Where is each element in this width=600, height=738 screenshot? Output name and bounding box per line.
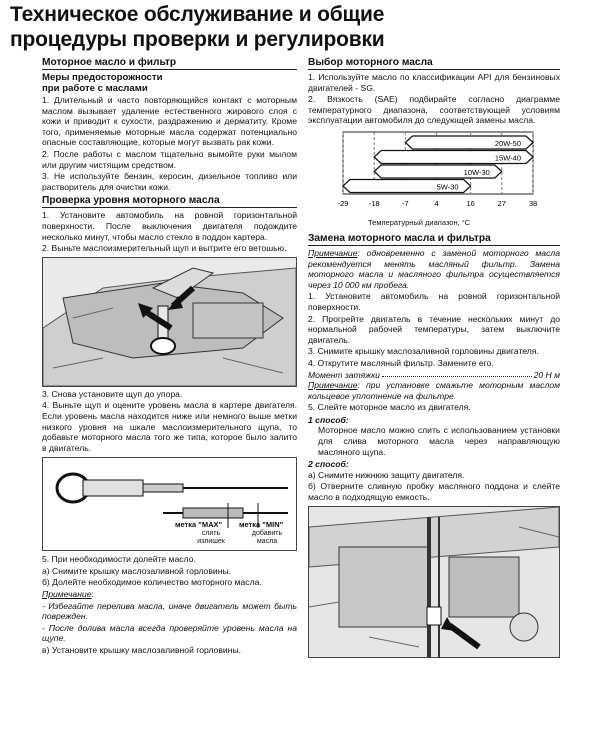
note-label: Примечание — [42, 589, 92, 600]
precautions-heading-1: Меры предосторожности — [42, 72, 163, 83]
viscosity-chart — [308, 130, 558, 230]
change-heading: Замена моторного масла и фильтра — [308, 233, 560, 246]
chart-tick-label: 16 — [466, 198, 475, 208]
viscosity-chart-svg — [308, 130, 558, 216]
page-title — [10, 2, 590, 52]
method-1-title: 1 способ: — [308, 414, 349, 425]
torque-label: Момент затяжки — [308, 369, 380, 380]
change-step-4: 4. Открутите масляный фильтр. Замените его. — [308, 357, 494, 368]
level-step-2: 2. Выньте маслоизмерительный щуп и вытрите его ветошью. — [42, 243, 287, 254]
oil-filter-heading: Моторное масло и фильтр — [42, 57, 297, 70]
change-step-1: 1. Установите автомобиль на ровной горизонтальной поверхности. — [308, 291, 560, 312]
chart-series-label: 15W-40 — [494, 153, 521, 163]
change-step-3: 3. Снимите крышку маслозаливной горловины двигателя. — [308, 346, 539, 357]
method-2-title: 2 способ: — [308, 459, 349, 470]
method-2-step-b: б) Отверните сливную пробку масляного поддона и слейте масло в подходящую емкость. — [308, 481, 560, 503]
drain-illustration-svg — [309, 507, 559, 657]
chart-tick-label: 38 — [528, 198, 538, 208]
chart-tick-label: -7 — [402, 198, 409, 208]
torque-value: 20 Н м — [533, 369, 560, 380]
max-mark-label: метка "MAX" — [175, 520, 223, 530]
title-line-1: Техническое обслуживание и общие — [10, 3, 385, 26]
dipstick-diagram — [42, 457, 297, 551]
torque-dots — [382, 370, 532, 378]
precautions-heading-2: при работе с маслами — [42, 83, 148, 94]
selection-step-1: 1. Используйте масло по классификации API для бензиновых двигателей - SG. — [308, 72, 560, 93]
level-step-5b: б) Долейте необходимое количество моторного масла. — [42, 577, 262, 588]
seal-note-label: Примечание — [308, 380, 358, 391]
change-step-5: 5. Слейте моторное масло из двигателя. — [308, 402, 471, 413]
chart-tick-label: 27 — [497, 198, 506, 208]
left-column: Моторное масло и фильтр Меры предосторожности при работе с маслами 1. Длительный и часто повторяющийся контакт с моторным маслом вызывает удаление естественного жирового слоя с кожи и приводит к сухости, раздражению и дерматиту. Кроме того, применяемые моторные масла содержат потенциально опасные составляющие, которые могут вызвать рак кожи. 2. После работы с маслом тщательно вымойте руки мылом или другим чистящим средством. 3. Не используйте бензин, керосин, дизельное топливо или растворитель для очистки кожи. Проверка уровня моторного масла 1. Установите автомобиль на ровной горизонтальной поверхности. После выключения двигателя подождите несколько минут, чтобы масло стекло в поддон картера. 2. Выньте маслоизмерительный щуп и вытрите его ветошью. 3. Снова установите щуп до упора. 4. Выньте щуп и оцените уровень масла в картере двигателя. Если уровень масла находится ниже или немного выше метки низкого уровня на шкале маслоизмерительного щупа, то добавьте моторного масла того же типа, которое было залито в двигатель. метка "MAX" метка "MIN" слить излишек добавить масла 5. При необходимости долейте масло. а) Снимите крышку маслозаливной горловины. б) Долейте необходимое количество моторного масла. Примечание: - Избегайте перелива масла, иначе двигатель может быть поврежден. - После долива масла всегда проверяйте уровень масла на щупе. в) Установите крышку маслозаливной горловины. — [42, 57, 297, 656]
chart-series-label: 5W-30 — [436, 182, 459, 192]
method-2-step-a: а) Снимите нижнюю защиту двигателя. — [308, 469, 465, 480]
chart-tick-label: -29 — [337, 198, 349, 208]
chart-tick-label: 4 — [434, 198, 439, 208]
note-1: - Избегайте перелива масла, иначе двигатель может быть поврежден. — [42, 600, 297, 622]
engine-dipstick-illustration — [42, 257, 297, 387]
method-1-text: Моторное масло можно слить с использованием установки для слива моторного масла через направляющую масляного щупа. — [318, 425, 560, 457]
seal-note-text: : при установке смажьте моторным маслом кольцевое уплотнение на фильтре. — [308, 380, 560, 401]
change-step-2: 2. Прогрейте двигатель в течение нескольких минут до нормальной рабочей температуры, затем выключите двигатель. — [308, 313, 560, 345]
oil-pan-drain-illustration — [308, 506, 560, 658]
change-note-text: : одновременно с заменой моторного масла рекомендуется менять масляный фильтр. Замена моторного масла и масляного фильтра осуществляется через 10 000 км пробега. — [308, 247, 560, 290]
add-oil-label: добавить масла — [251, 530, 283, 546]
selection-heading: Выбор моторного масла — [308, 57, 560, 70]
level-step-5c: в) Установите крышку маслозаливной горловины. — [42, 645, 242, 656]
chart-tick-label: -18 — [368, 198, 380, 208]
chart-xlabel: Температурный диапазон, °С — [368, 217, 471, 227]
note-2: - После долива масла всегда проверяйте уровень масла на щупе. — [42, 622, 297, 644]
precaution-1: 1. Длительный и часто повторяющийся контакт с моторным маслом вызывает удаление естественного жирового слоя с кожи и приводит к сухости, раздражению и дерматиту. Кроме того, применяемые моторные масла содержат потенциально опасные составляющие, которые могут вызвать рак кожи. — [42, 95, 297, 148]
level-step-1: 1. Установите автомобиль на ровной горизонтальной поверхности. После выключения двигателя подождите несколько минут, чтобы масло стекло в поддон картера. — [42, 210, 297, 242]
level-check-heading: Проверка уровня моторного масла — [42, 195, 297, 208]
level-step-3: 3. Снова установите щуп до упора. — [42, 388, 183, 399]
precaution-2: 2. После работы с маслом тщательно вымойте руки мылом или другим чистящим средством. — [42, 148, 297, 170]
selection-step-2: 2. Вязкость (SAE) подбирайте согласно диаграмме температурного диапазона, соответствующей условиям эксплуатации автомобиля до следующей замены масла. — [308, 94, 560, 126]
right-column — [308, 56, 560, 658]
level-step-5: 5. При необходимости долейте масло. — [42, 554, 196, 565]
chart-series-label: 10W-30 — [463, 167, 490, 177]
min-mark-label: метка "MIN" — [239, 520, 284, 530]
level-step-4: 4. Выньте щуп и оцените уровень масла в картере двигателя. Если уровень масла находится ниже или немного выше метки низкого уровня на шкале маслоизмерительного щупа, то добавьте моторного масла того же типа, которое было залито в двигатель. — [42, 400, 297, 453]
level-step-5a: а) Снимите крышку маслозаливной горловины. — [42, 565, 232, 576]
change-note-label: Примечание — [308, 247, 358, 258]
drain-excess-label: слить излишек — [197, 530, 225, 546]
engine-illustration-svg — [43, 258, 296, 386]
chart-series-label: 20W-50 — [494, 138, 521, 148]
title-line-2: процедуры проверки и регулировки — [10, 28, 385, 51]
precaution-3: 3. Не используйте бензин, керосин, дизельное топливо или растворитель для очистки кожи. — [42, 171, 297, 192]
torque-row — [308, 370, 560, 381]
